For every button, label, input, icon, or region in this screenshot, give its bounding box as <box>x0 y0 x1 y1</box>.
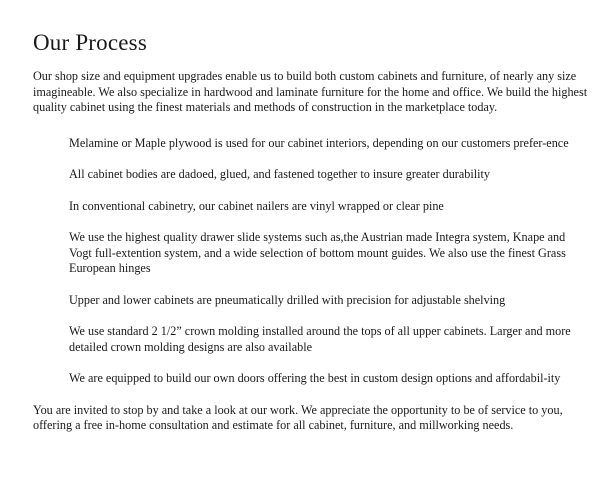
list-item: In conventional cabinetry, our cabinet nailers are vinyl wrapped or clear pine <box>69 198 444 213</box>
document-page <box>33 30 593 434</box>
page-title: Our Process <box>33 30 147 55</box>
list-item: We are equipped to build our own doors offering the best in custom design options and affordabil-ity <box>69 371 561 385</box>
list-item: Upper and lower cabinets are pneumatically drilled with precision for adjustable shelving <box>69 292 506 307</box>
closing-paragraph: You are invited to stop by and take a look at our work. We appreciate the opportunity to be of service to you, offering a free in-home consultation and estimate for all cabinet, furniture, and millworking needs. <box>33 402 563 432</box>
list-item: We use the highest quality drawer slide systems such as,the Austrian made Integra system, Knape and Vogt full-extention system, and a wide selection of bottom mount guides. We also use the finest Grass European hinges <box>69 230 566 275</box>
process-list <box>33 136 589 387</box>
list-item: All cabinet bodies are dadoed, glued, and fastened together to insure greater durability <box>69 167 490 181</box>
intro-paragraph: Our shop size and equipment upgrades enable us to build both custom cabinets and furniture, of nearly any size imagineable. We also specialize in hardwood and laminate furniture for the home and office. We build the highest quality cabinet using the finest materials and methods of construction in the marketplace today. <box>33 69 588 114</box>
list-item: We use standard 2 1/2” crown molding installed around the tops of all upper cabinets. Larger and more detailed crown molding designs are also available <box>69 324 571 354</box>
list-item: Melamine or Maple plywood is used for our cabinet interiors, depending on our customers prefer-ence <box>69 135 569 150</box>
